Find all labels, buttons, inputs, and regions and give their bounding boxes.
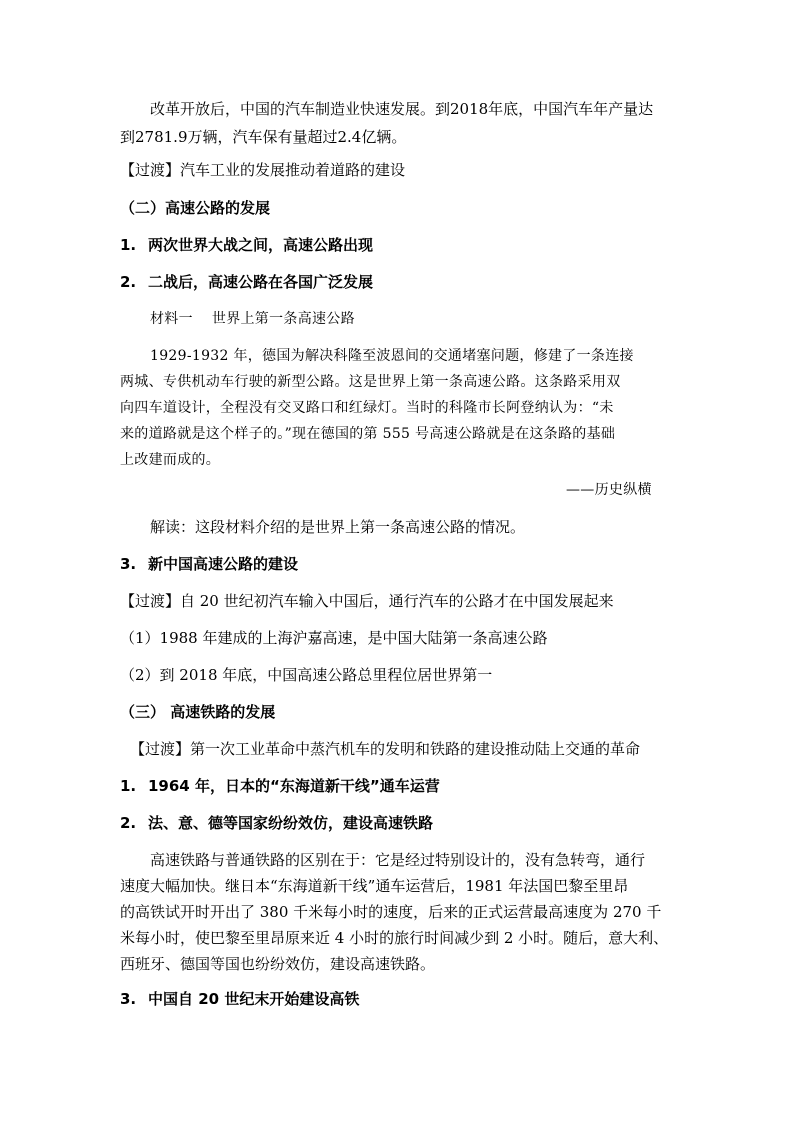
paragraph-reform-line-2: 到2781.9万辆，汽车保有量超过2.4亿辆。 — [120, 128, 407, 146]
transition-1: 【过渡】汽车工业的发展推动着道路的建设 — [120, 161, 406, 179]
material-source: ——历史纵横 — [566, 482, 652, 498]
numbered-item-b3 — [120, 989, 359, 1009]
paragraph-rail-line-4: 米每小时，使巴黎至里昂原来近 4 小时的旅行时间减少到 2 小时。随后，意大利、 — [120, 929, 669, 947]
item-text: 1964 年，日本的“东海道新干线”通车运营 — [148, 777, 440, 795]
sub-item-2: （2）到 2018 年底，中国高速公路总里程位居世界第一 — [120, 666, 493, 684]
material-line-4: 来的道路就是这个样子的。”现在德国的第 555 号高速公路就是在这条路的基础 — [120, 426, 616, 442]
numbered-item-2 — [120, 272, 373, 292]
paragraph-reform-line-1: 改革开放后，中国的汽车制造业快速发展。到2018年底，中国汽车年产量达 — [150, 100, 654, 118]
interpretation: 解读：这段材料介绍的是世界上第一条高速公路的情况。 — [150, 518, 526, 536]
material-line-3: 向四车道设计，全程没有交叉路口和红绿灯。当时的科隆市长阿登纳认为：“未 — [120, 400, 614, 416]
paragraph-rail-line-5: 西班牙、德国等国也纷纷效仿，建设高速铁路。 — [120, 955, 436, 973]
item-number: 1. — [120, 777, 137, 795]
item-number: 2. — [120, 814, 137, 832]
numbered-item-b2 — [120, 813, 433, 833]
sub-item-1: （1）1988 年建成的上海沪嘉高速，是中国大陆第一条高速公路 — [120, 629, 548, 647]
item-number: 3. — [120, 555, 137, 573]
item-text: 二战后，高速公路在各国广泛发展 — [148, 273, 374, 291]
item-number: 3. — [120, 990, 137, 1008]
paragraph-rail-line-1: 高速铁路与普通铁路的区别在于：它是经过特别设计的，没有急转弯，通行 — [150, 851, 646, 869]
item-text: 中国自 20 世纪末开始建设高铁 — [148, 990, 360, 1008]
material-title: 材料一 世界上第一条高速公路 — [150, 311, 355, 327]
numbered-item-1 — [120, 235, 373, 255]
numbered-item-b1 — [120, 776, 440, 796]
item-number: 1. — [120, 236, 137, 254]
transition-2: 【过渡】自 20 世纪初汽车输入中国后，通行汽车的公路才在中国发展起来 — [120, 592, 614, 610]
transition-3: 【过渡】第一次工业革命中蒸汽机车的发明和铁路的建设推动陆上交通的革命 — [130, 740, 641, 758]
item-text: 新中国高速公路的建设 — [148, 555, 299, 573]
numbered-item-3 — [120, 554, 298, 574]
paragraph-rail-line-2: 速度大幅加快。继日本“东海道新干线”通车运营后，1981 年法国巴黎至里昂 — [120, 877, 629, 895]
section-heading-railway: （三） 高速铁路的发展 — [120, 703, 276, 721]
paragraph-rail-line-3: 的高铁试开时开出了 380 千米每小时的速度，后来的正式运营最高速度为 270 千 — [120, 903, 662, 921]
material-line-5: 上改建而成的。 — [120, 452, 221, 468]
section-heading-highway: （二）高速公路的发展 — [120, 199, 271, 217]
material-line-2: 两城、专供机动车行驶的新型公路。这是世界上第一条高速公路。这条路采用双 — [120, 374, 621, 390]
item-text: 两次世界大战之间，高速公路出现 — [148, 236, 374, 254]
item-text: 法、意、德等国家纷纷效仿，建设高速铁路 — [148, 814, 434, 832]
material-line-1: 1929-1932 年，德国为解决科隆至波恩间的交通堵塞问题，修建了一条连接 — [150, 348, 634, 364]
item-number: 2. — [120, 273, 137, 291]
